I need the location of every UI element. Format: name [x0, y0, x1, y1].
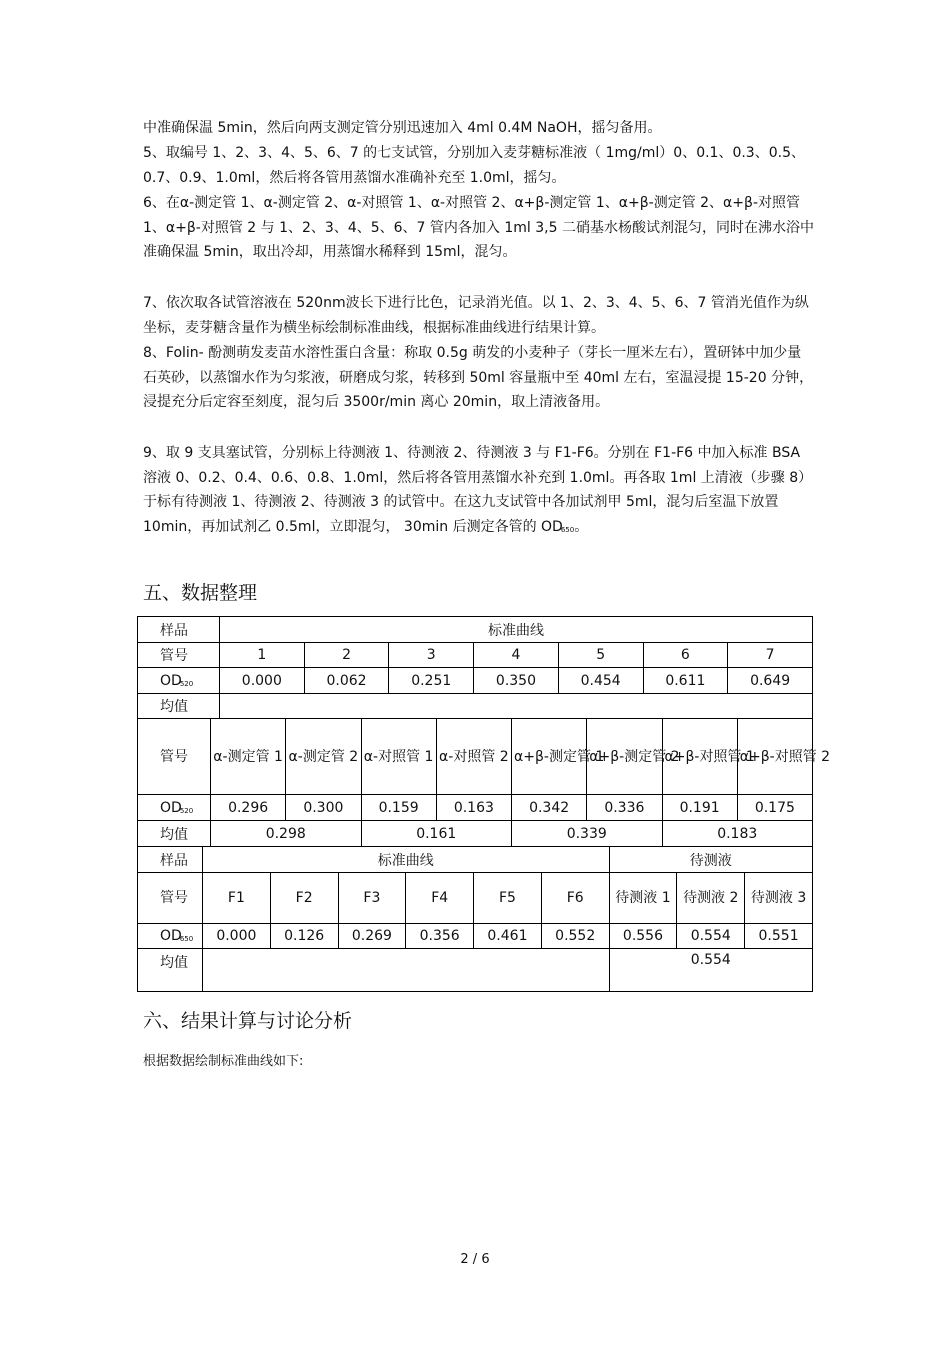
od-label	[138, 795, 211, 821]
tube-label: 管号	[138, 643, 220, 668]
table-row	[138, 719, 813, 795]
tube-label: 管号	[138, 719, 211, 795]
table-row	[138, 795, 813, 821]
table-row	[138, 668, 813, 694]
od-value: 0.551	[745, 924, 813, 949]
mean-empty	[203, 949, 610, 992]
mean-value: 0.339	[512, 821, 663, 847]
od-value: 0.342	[512, 795, 587, 821]
std-curve-label: 标准曲线	[220, 617, 813, 643]
od-value: 0.126	[270, 924, 338, 949]
od-value: 0.300	[286, 795, 361, 821]
table-row	[138, 821, 813, 847]
tube-name: F4	[406, 873, 474, 924]
od-subscript: 520	[179, 679, 194, 688]
table-amylase-tubes	[137, 718, 831, 847]
std-curve-label: 标准曲线	[203, 847, 610, 873]
od-value: 0.350	[474, 668, 559, 694]
section-5-heading: 五、数据整理	[143, 582, 258, 604]
table-row	[138, 643, 813, 668]
section-6-heading: 六、结果计算与讨论分析	[143, 1010, 353, 1032]
od-subscript: 650	[560, 525, 575, 534]
tube-number: 3	[389, 643, 474, 668]
od-value: 0.062	[304, 668, 389, 694]
tube-name: α+β-测定管 1	[512, 719, 587, 795]
mean-value: 0.161	[361, 821, 512, 847]
tube-number: 2	[304, 643, 389, 668]
paragraph-step-8: 8、Folin- 酚测萌发麦苗水溶性蛋白含量：称取 0.5g 萌发的小麦种子（芽长一厘米左右），置研钵中加少量石英砂，以蒸馏水作为匀浆液，研磨成匀浆，转移到 50ml 容量瓶中至 40ml 左右，室温浸提 15-20 分钟，浸提充分后定容至刻度，混匀后 3500r/min 离心 20min，取上清液备用。	[143, 345, 814, 411]
mean-value: 0.298	[211, 821, 362, 847]
od-value: 0.163	[436, 795, 511, 821]
od-value: 0.000	[203, 924, 271, 949]
od-value: 0.000	[220, 668, 305, 694]
table-protein-standard	[137, 846, 813, 992]
page-number: 2 / 6	[460, 1252, 490, 1267]
chart-caption: 根据数据绘制标准曲线如下:	[143, 1054, 304, 1069]
tube-number: 4	[474, 643, 559, 668]
tube-name: α-对照管 2	[436, 719, 511, 795]
od-value: 0.554	[677, 924, 745, 949]
tube-number: 1	[220, 643, 305, 668]
od-value: 0.356	[406, 924, 474, 949]
table-row	[138, 949, 813, 992]
mean-empty	[220, 694, 813, 719]
paragraph-step-9-end: 。	[574, 518, 589, 535]
paragraph-step-6: 6、在α-测定管 1、α-测定管 2、α-对照管 1、α-对照管 2、α+β-测定管 1、α+β-测定管 2、α+β-对照管 1、α+β-对照管 2 与 1、2、3、4、5、6、7 管内各加入 1ml 3,5 二硝基水杨酸试剂混匀，同时在沸水浴中准确保温 5min，取出冷却，用蒸馏水稀释到 15ml，混匀。	[143, 195, 814, 261]
tube-name: α+β-对照管 1	[662, 719, 737, 795]
tube-number: 5	[558, 643, 643, 668]
od-value: 0.336	[587, 795, 662, 821]
od-label	[138, 924, 203, 949]
paragraph-4-tail: 中准确保温 5min，然后向两支测定管分别迅速加入 4ml 0.4M NaOH，摇匀备用。	[143, 120, 662, 136]
od-value: 0.461	[474, 924, 542, 949]
od-value: 0.269	[338, 924, 406, 949]
paragraph-step-5: 5、取编号 1、2、3、4、5、6、7 的七支试管，分别加入麦芽糖标准液（ 1mg/ml）0、0.1、0.3、0.5、0.7、0.9、1.0ml，然后将各管用蒸馏水准确补充至 1.0ml，摇匀。	[143, 145, 805, 186]
paragraph-step-9	[143, 441, 815, 542]
tube-number: 7	[728, 643, 813, 668]
tube-name: α+β-对照管 2	[737, 719, 812, 795]
sample-label: 样品	[138, 847, 203, 873]
tube-name: α-测定管 2	[286, 719, 361, 795]
paragraph-step-7: 7、依次取各试管溶液在 520nm波长下进行比色，记录消光值。以 1、2、3、4、5、6、7 管消光值作为纵坐标，麦芽糖含量作为横坐标绘制标准曲线，根据标准曲线进行结果计算。	[143, 295, 809, 336]
od-value: 0.159	[361, 795, 436, 821]
od-value: 0.649	[728, 668, 813, 694]
od-label-text: OD	[160, 799, 182, 816]
mean-label: 均值	[138, 694, 220, 719]
tube-label: 管号	[138, 873, 203, 924]
sample-label: 样品	[138, 617, 220, 643]
od-value: 0.454	[558, 668, 643, 694]
table-row	[138, 617, 813, 643]
mean-label: 均值	[138, 821, 211, 847]
tube-name: α-测定管 1	[211, 719, 286, 795]
paragraph-step-9-text: 9、取 9 支具塞试管，分别标上待测液 1、待测液 2、待测液 3 与 F1-F6。分别在 F1-F6 中加入标准 BSA 溶液 0、0.2、0.4、0.6、0.8、1.0ml，然后将各管用蒸馏水补充到 1.0ml。再各取 1ml 上清液（步骤 8）于标有待测液 1、待测液 2、待测液 3 的试管中。在这九支试管中各加试剂甲 5ml，混匀后室温下放置 10min，再加试剂乙 0.5ml，立即混匀， 30min 后测定各管的 OD	[143, 445, 813, 535]
od-value: 0.175	[737, 795, 812, 821]
mean-value: 0.183	[662, 821, 813, 847]
od-subscript: 520	[179, 806, 194, 815]
mean-value: 0.554	[609, 949, 812, 992]
od-value: 0.296	[211, 795, 286, 821]
od-value: 0.552	[541, 924, 609, 949]
od-value: 0.556	[609, 924, 677, 949]
od-label	[138, 668, 220, 694]
od-label-text: OD	[160, 672, 182, 689]
od-value: 0.191	[662, 795, 737, 821]
tube-name: F2	[270, 873, 338, 924]
table-row	[138, 924, 813, 949]
tube-name: α+β-测定管 2	[587, 719, 662, 795]
table-row	[138, 847, 813, 873]
tube-name: 待测液 2	[677, 873, 745, 924]
tube-name: 待测液 1	[609, 873, 677, 924]
mean-label: 均值	[138, 949, 203, 992]
tube-name: 待测液 3	[745, 873, 813, 924]
tube-name: F6	[541, 873, 609, 924]
tube-name: α-对照管 1	[361, 719, 436, 795]
tube-name: F3	[338, 873, 406, 924]
tube-name: F1	[203, 873, 271, 924]
od-value: 0.251	[389, 668, 474, 694]
od-subscript: 650	[179, 935, 194, 943]
tube-number: 6	[643, 643, 728, 668]
table-standard-curve-maltose	[137, 616, 813, 719]
table-row	[138, 873, 813, 924]
test-solution-label: 待测液	[609, 847, 812, 873]
od-label-text: OD	[160, 928, 182, 944]
tube-name: F5	[474, 873, 542, 924]
table-row	[138, 694, 813, 719]
od-value: 0.611	[643, 668, 728, 694]
